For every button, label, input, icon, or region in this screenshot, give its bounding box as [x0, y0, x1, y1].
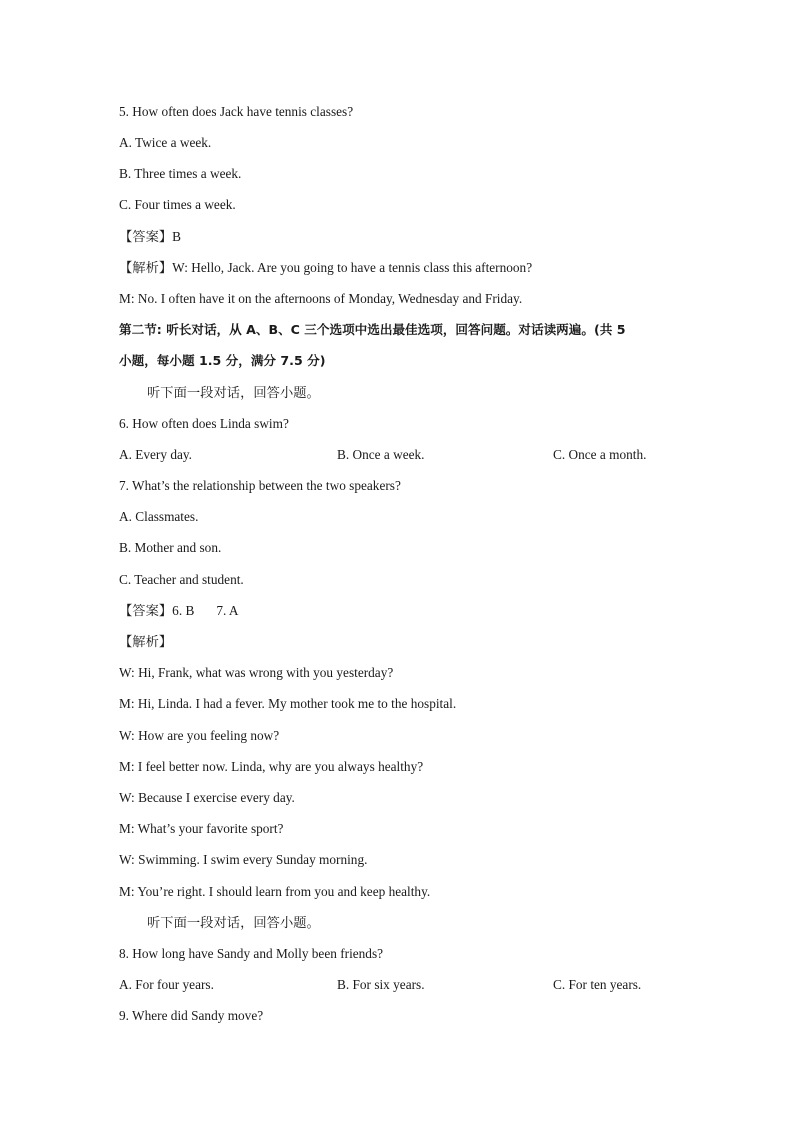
question-8-option-a: A. For four years. [119, 977, 214, 992]
question-8-option-c: C. For ten years. [553, 977, 642, 992]
dialogue-line: W: Hi, Frank, what was wrong with you yesterday? [119, 665, 394, 680]
question-8-option-b: B. For six years. [337, 977, 425, 992]
dialogue-line: W: Swimming. I swim every Sunday morning. [119, 852, 368, 867]
question-7-option-c: C. Teacher and student. [119, 572, 244, 587]
dialogue-line: M: What’s your favorite sport? [119, 821, 284, 836]
dialogue-line: M: Hi, Linda. I had a fever. My mother took me to the hospital. [119, 696, 457, 711]
dialogue-line: W: How are you feeling now? [119, 728, 280, 743]
analysis-5: 【解析】W: Hello, Jack. Are you going to have a tennis class this afternoon? [119, 260, 533, 275]
question-7: 7. What’s the relationship between the two speakers? [119, 478, 401, 493]
answer-label: 【答案】6. B [119, 603, 195, 618]
question-6-option-c: C. Once a month. [553, 447, 647, 462]
dialogue-line: M: No. I often have it on the afternoons of Monday, Wednesday and Friday. [119, 291, 523, 306]
dialogue-instruction: 听下面一段对话，回答小题。 [147, 385, 320, 400]
question-9: 9. Where did Sandy move? [119, 1008, 264, 1023]
question-6: 6. How often does Linda swim? [119, 416, 289, 431]
dialogue-line: M: You’re right. I should learn from you and keep healthy. [119, 884, 431, 899]
section-heading-line-1: 第二节: 听长对话，从 A、B、C 三个选项中选出最佳选项，回答问题。对话读两遍。(共 5 [119, 322, 626, 337]
question-5-option-a: A. Twice a week. [119, 135, 212, 150]
question-5-option-b: B. Three times a week. [119, 166, 242, 181]
question-6-option-a: A. Every day. [119, 447, 192, 462]
answer-6-7 [119, 602, 239, 620]
answer-second: 7. A [216, 603, 239, 618]
question-8: 8. How long have Sandy and Molly been friends? [119, 946, 384, 961]
analysis-label: 【解析】 [119, 634, 173, 649]
question-5-option-c: C. Four times a week. [119, 197, 236, 212]
question-5: 5. How often does Jack have tennis classes? [119, 104, 354, 119]
question-6-option-b: B. Once a week. [337, 447, 425, 462]
dialogue-line: M: I feel better now. Linda, why are you always healthy? [119, 759, 424, 774]
section-heading-line-2: 小题，每小题 1.5 分，满分 7.5 分) [119, 353, 326, 368]
question-7-option-a: A. Classmates. [119, 509, 199, 524]
dialogue-instruction: 听下面一段对话，回答小题。 [147, 915, 320, 930]
answer-5: 【答案】B [119, 229, 182, 244]
dialogue-line: W: Because I exercise every day. [119, 790, 295, 805]
question-7-option-b: B. Mother and son. [119, 540, 222, 555]
